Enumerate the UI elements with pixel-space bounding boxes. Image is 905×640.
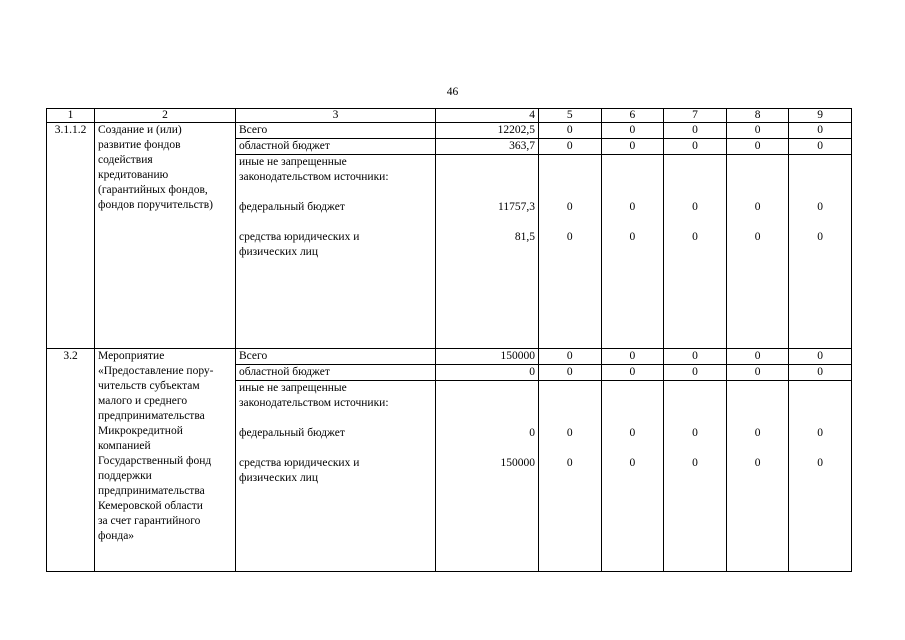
sub-source-label: федеральный бюджет: [239, 201, 345, 213]
year-value: 0: [754, 457, 761, 469]
other-sources-label: иные не запрещенные: [239, 382, 347, 394]
year-value: 0: [789, 365, 852, 381]
header-cell: 4: [436, 109, 539, 123]
description-line: предпринимательства: [98, 485, 205, 497]
year-value: 0: [726, 139, 789, 155]
total-value: 150000: [436, 349, 539, 365]
item-description: [95, 349, 236, 572]
year-value: 0: [601, 349, 664, 365]
sub-source-label: физических лиц: [239, 246, 318, 258]
description-line: кредитованию: [98, 169, 169, 181]
description-line: малого и среднего: [98, 395, 188, 407]
description-line: развитие фондов: [98, 139, 181, 151]
description-line: Кемеровской области: [98, 500, 203, 512]
year-value: 0: [629, 427, 636, 439]
header-cell: 9: [789, 109, 852, 123]
year-value-cell: [789, 155, 852, 349]
header-cell: 5: [539, 109, 602, 123]
total-value: 0: [436, 365, 539, 381]
year-value: 0: [629, 231, 636, 243]
description-line: Создание и (или): [98, 124, 182, 136]
source-label: областной бюджет: [236, 139, 436, 155]
description-line: поддержки: [98, 470, 152, 482]
year-value-cell: [789, 381, 852, 572]
year-value: 0: [566, 427, 573, 439]
total-value-cell: [436, 155, 539, 349]
other-sources-label: законодательством источники:: [239, 397, 389, 409]
year-value: 0: [754, 201, 761, 213]
header-cell: 2: [95, 109, 236, 123]
year-value: 0: [601, 123, 664, 139]
sub-source-label: федеральный бюджет: [239, 427, 345, 439]
item-code: 3.1.1.2: [47, 123, 95, 349]
source-label: областной бюджет: [236, 365, 436, 381]
year-value: 0: [539, 139, 602, 155]
item-description: [95, 123, 236, 349]
total-value-cell: [436, 381, 539, 572]
table-row: [47, 349, 852, 365]
year-value: 0: [664, 139, 727, 155]
year-value-cell: [664, 155, 727, 349]
year-value: 0: [566, 457, 573, 469]
other-sources-label: иные не запрещенные: [239, 156, 347, 168]
year-value: 0: [817, 457, 824, 469]
year-value: 0: [726, 349, 789, 365]
total-value: 363,7: [436, 139, 539, 155]
year-value: 0: [817, 231, 824, 243]
header-row: [47, 109, 852, 123]
year-value: 0: [789, 123, 852, 139]
year-value-cell: [726, 155, 789, 349]
year-value-cell: [664, 381, 727, 572]
year-value: 0: [629, 457, 636, 469]
source-label: Всего: [236, 349, 436, 365]
year-value: 0: [726, 123, 789, 139]
year-value: 0: [754, 427, 761, 439]
header-cell: 8: [726, 109, 789, 123]
description-line: содействия: [98, 154, 153, 166]
year-value-cell: [539, 155, 602, 349]
header-cell: 6: [601, 109, 664, 123]
year-value: 0: [539, 349, 602, 365]
description-line: за счет гарантийного: [98, 515, 201, 527]
year-value: 0: [566, 201, 573, 213]
other-sources-label: законодательством источники:: [239, 171, 389, 183]
description-line: фондов поручительств): [98, 199, 213, 211]
year-value: 0: [692, 457, 698, 469]
other-sources-block: [239, 381, 432, 486]
description-line: предпринимательства: [98, 410, 205, 422]
year-value: 0: [664, 365, 727, 381]
other-sources-block: [239, 155, 432, 260]
sub-source-label: средства юридических и: [239, 231, 360, 243]
description-line: чительств субъектам: [98, 380, 200, 392]
year-value: 0: [789, 139, 852, 155]
year-value-cell: [726, 381, 789, 572]
year-value-cell: [601, 155, 664, 349]
other-sources-cell: [236, 155, 436, 349]
header-cell: 1: [47, 109, 95, 123]
description-line: Мероприятие: [98, 350, 165, 362]
year-value: 0: [629, 201, 636, 213]
total-value: 150000: [500, 457, 535, 469]
description-line: (гарантийных фондов,: [98, 184, 208, 196]
header-cell: 7: [664, 109, 727, 123]
item-code: 3.2: [47, 349, 95, 572]
sub-source-label: физических лиц: [239, 472, 318, 484]
table-row: [47, 123, 852, 139]
year-value: 0: [692, 231, 698, 243]
year-value: 0: [789, 349, 852, 365]
year-value: 0: [817, 201, 824, 213]
total-value: 81,5: [514, 231, 535, 243]
sub-source-label: средства юридических и: [239, 457, 360, 469]
year-value: 0: [726, 365, 789, 381]
other-sources-cell: [236, 381, 436, 572]
year-value: 0: [539, 365, 602, 381]
description-line: Государственный фонд: [98, 455, 212, 467]
year-value: 0: [754, 231, 761, 243]
year-value-cell: [601, 381, 664, 572]
year-value-cell: [539, 381, 602, 572]
year-value: 0: [539, 123, 602, 139]
year-value: 0: [692, 201, 698, 213]
page-number: 46: [446, 86, 459, 98]
total-value: 12202,5: [436, 123, 539, 139]
description-line: «Предоставление пору-: [98, 365, 214, 377]
year-value: 0: [601, 139, 664, 155]
year-value: 0: [817, 427, 824, 439]
year-value: 0: [692, 427, 698, 439]
total-value: 0: [529, 427, 535, 439]
description-line: компанией: [98, 440, 151, 452]
header-cell: 3: [236, 109, 436, 123]
year-value: 0: [664, 349, 727, 365]
description-line: фонда»: [98, 530, 135, 542]
total-value: 11757,3: [498, 201, 535, 213]
year-value: 0: [566, 231, 573, 243]
description-line: Микрокредитной: [98, 425, 183, 437]
year-value: 0: [664, 123, 727, 139]
source-label: Всего: [236, 123, 436, 139]
year-value: 0: [601, 365, 664, 381]
budget-table: [46, 108, 852, 572]
